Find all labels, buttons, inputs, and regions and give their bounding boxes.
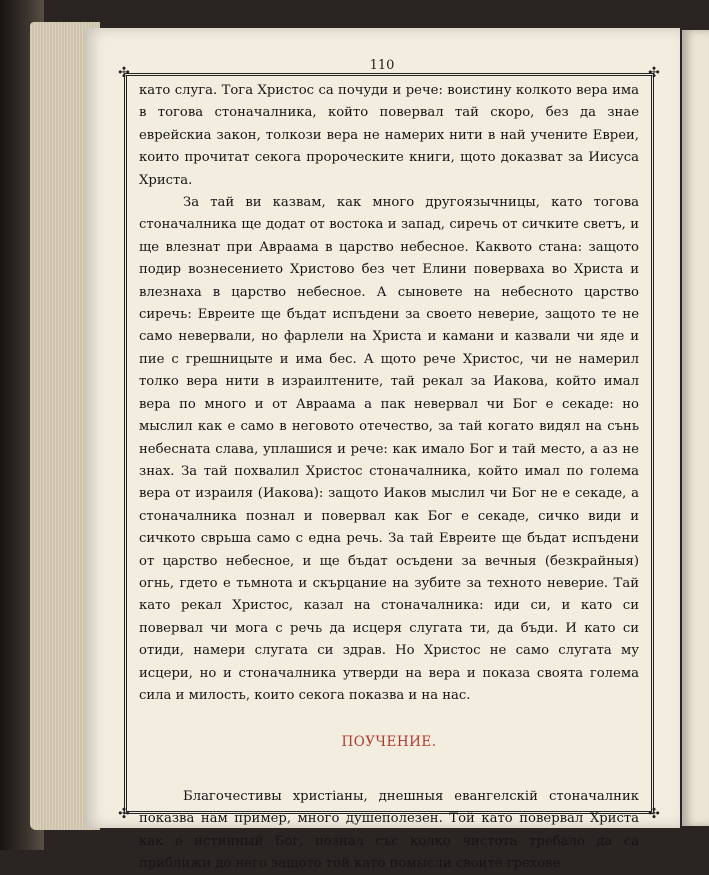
closing-paragraph: Благочестивы христіаны, днешныя евангелскій стоначалник показва нам пример, много душеполезен. Той като повервал Христа как е истинный Бог, познал със колко чистота требало да са приближи до него защото той като помысли своите грехове <box>139 788 639 871</box>
facing-page-edge <box>682 30 709 826</box>
paragraph-2: За тай ви казвам, как много другоязычницы, като тогова стоначалника ще додат от востока и запад, сиречь от сичките светъ, и ще влезнат при Авраама в царство небесное. Каквото стана: защото подир вознесението Христово без чет Елини повервахa во Христа и влезнаха в царство небесное. А сыновете на небесното царство сиречь: Евреите ще бъдат испъдени за своето неверие, защото те не само невервали, но фарлели на Христа и камани и казвали чи яде и пие с грешницыте и има бес. А щото рече Христос, чи не намерил толко вера нити в израилтените, тай рекал за Иакова, който имал вера по много и от Авраама а пак невервал чи Бог е секаде: но мыслил как е само в неговото отечество, за тай когато видял на сънь небесната слава, уплашися и рече: как имало Бог и тай место, а аз не знах. За тай похвалил Христос стоначалника, който имал по голема вера от израиля (Иакова): защото Иаков мыслил чи Бог не е секаде, а стоначалника познал и повервал как Бог е секаде, сичко види и сичкото сврьша само с една речь. За тай Евреите ще бъдат испъдени от царство небесное, и ще бъдат осъдени за вечныя (безкрайныя) огнь, гдето е тьмнота и скърцание на зубите за техното неверие. Тай като рекал Христос, казал на стоначалника: иди си, и като си повервал чи мога с речь да исцеря слугата ти, да бъди. И като си отиди, намери слугата си здрав. Но Христос не само слугата му исцери, но и стоначалника утверди на вера и показа своята голема сила и милость, които секога показва и на нас. <box>139 195 639 703</box>
corner-ornament-icon: ✣ <box>648 65 660 81</box>
page-number: 110 <box>369 58 395 73</box>
paragraph-1: като слуга. Тога Христос са почуди и рече: воистину колкото вера има в тогова стоначалника, който повервал тай скоро, без да знае еврейскиа закон, толкози вера не намерих нити в най учените Евреи, които прочитат секога пророческите книги, щото доказват за Иисуса Христа. <box>139 83 639 188</box>
section-heading: ПОУЧЕНИЕ. <box>341 734 437 751</box>
book-page <box>84 28 680 871</box>
corner-ornament-icon: ✣ <box>118 806 130 822</box>
corner-ornament-icon: ✣ <box>648 806 660 822</box>
page-text <box>139 80 639 875</box>
corner-ornament-icon: ✣ <box>118 65 130 81</box>
